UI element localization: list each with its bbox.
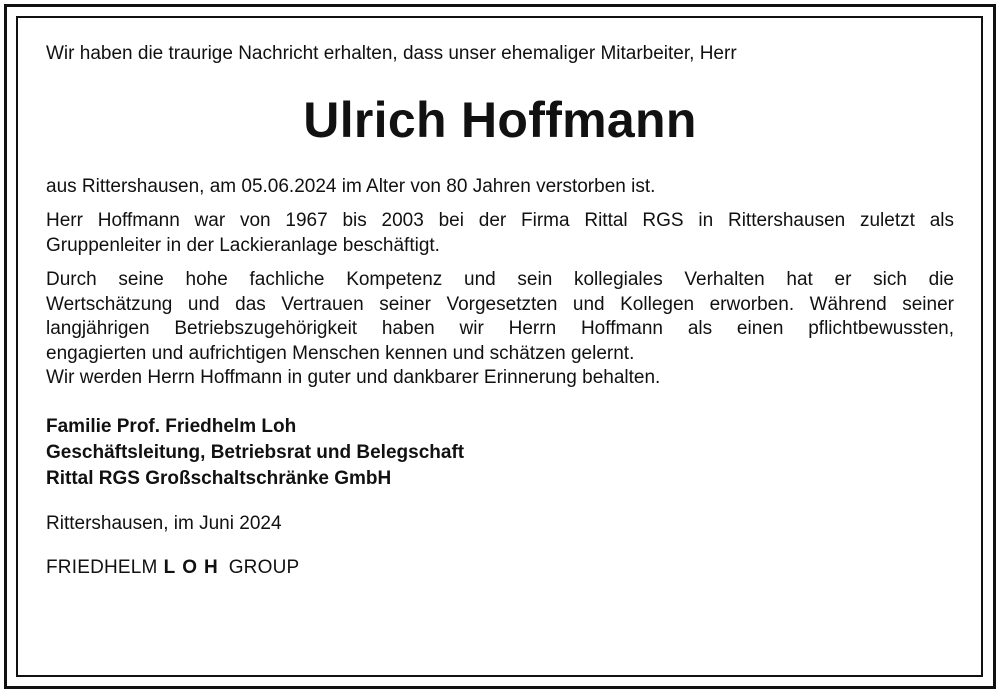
career-line: Herr Hoffmann war von 1967 bis 2003 bei der Firma Rittal RGS in Rittershausen zuletzt als	[46, 210, 954, 231]
tribute-line: Wertschätzung und das Vertrauen seiner Vorgesetzten und Kollegen erworben. Während seiner	[46, 293, 954, 315]
memory-line: Wir werden Herrn Hoffmann in guter und dankbarer Erinnerung behalten.	[46, 367, 661, 388]
career-paragraph	[46, 209, 954, 258]
deceased-name: Ulrich Hoffmann	[303, 91, 697, 148]
tribute-paragraph	[46, 268, 954, 391]
logo-middle: LOH	[163, 557, 225, 578]
signers-block	[46, 414, 954, 492]
logo-right: GROUP	[228, 557, 300, 578]
tribute-line: Durch seine hohe fachliche Kompetenz und sein kollegiales Verhalten hat er sich die	[46, 269, 954, 290]
death-statement: aus Rittershausen, am 05.06.2024 im Alter von 80 Jahren verstorben ist.	[46, 175, 656, 197]
obituary-notice	[46, 42, 954, 581]
place-date: Rittershausen, im Juni 2024	[46, 512, 282, 534]
logo-left: FRIEDHELM	[46, 557, 158, 578]
tribute-line: engagierten und aufrichtigen Menschen kennen und schätzen gelernt.	[46, 342, 635, 364]
intro-text: Wir haben die traurige Nachricht erhalten, dass unser ehemaliger Mitarbeiter, Herr	[46, 43, 737, 64]
tribute-line: langjährigen Betriebszugehörigkeit haben wir Herrn Hoffmann als einen pflichtbewussten,	[46, 318, 954, 339]
signer-company: Rittal RGS Großschaltschränke GmbH	[46, 467, 392, 489]
career-line: Gruppenleiter in der Lackieranlage beschäftigt.	[46, 234, 440, 256]
signer-family: Familie Prof. Friedhelm Loh	[46, 415, 297, 437]
signer-management: Geschäftsleitung, Betriebsrat und Belegschaft	[46, 441, 465, 463]
company-logo	[46, 556, 954, 581]
